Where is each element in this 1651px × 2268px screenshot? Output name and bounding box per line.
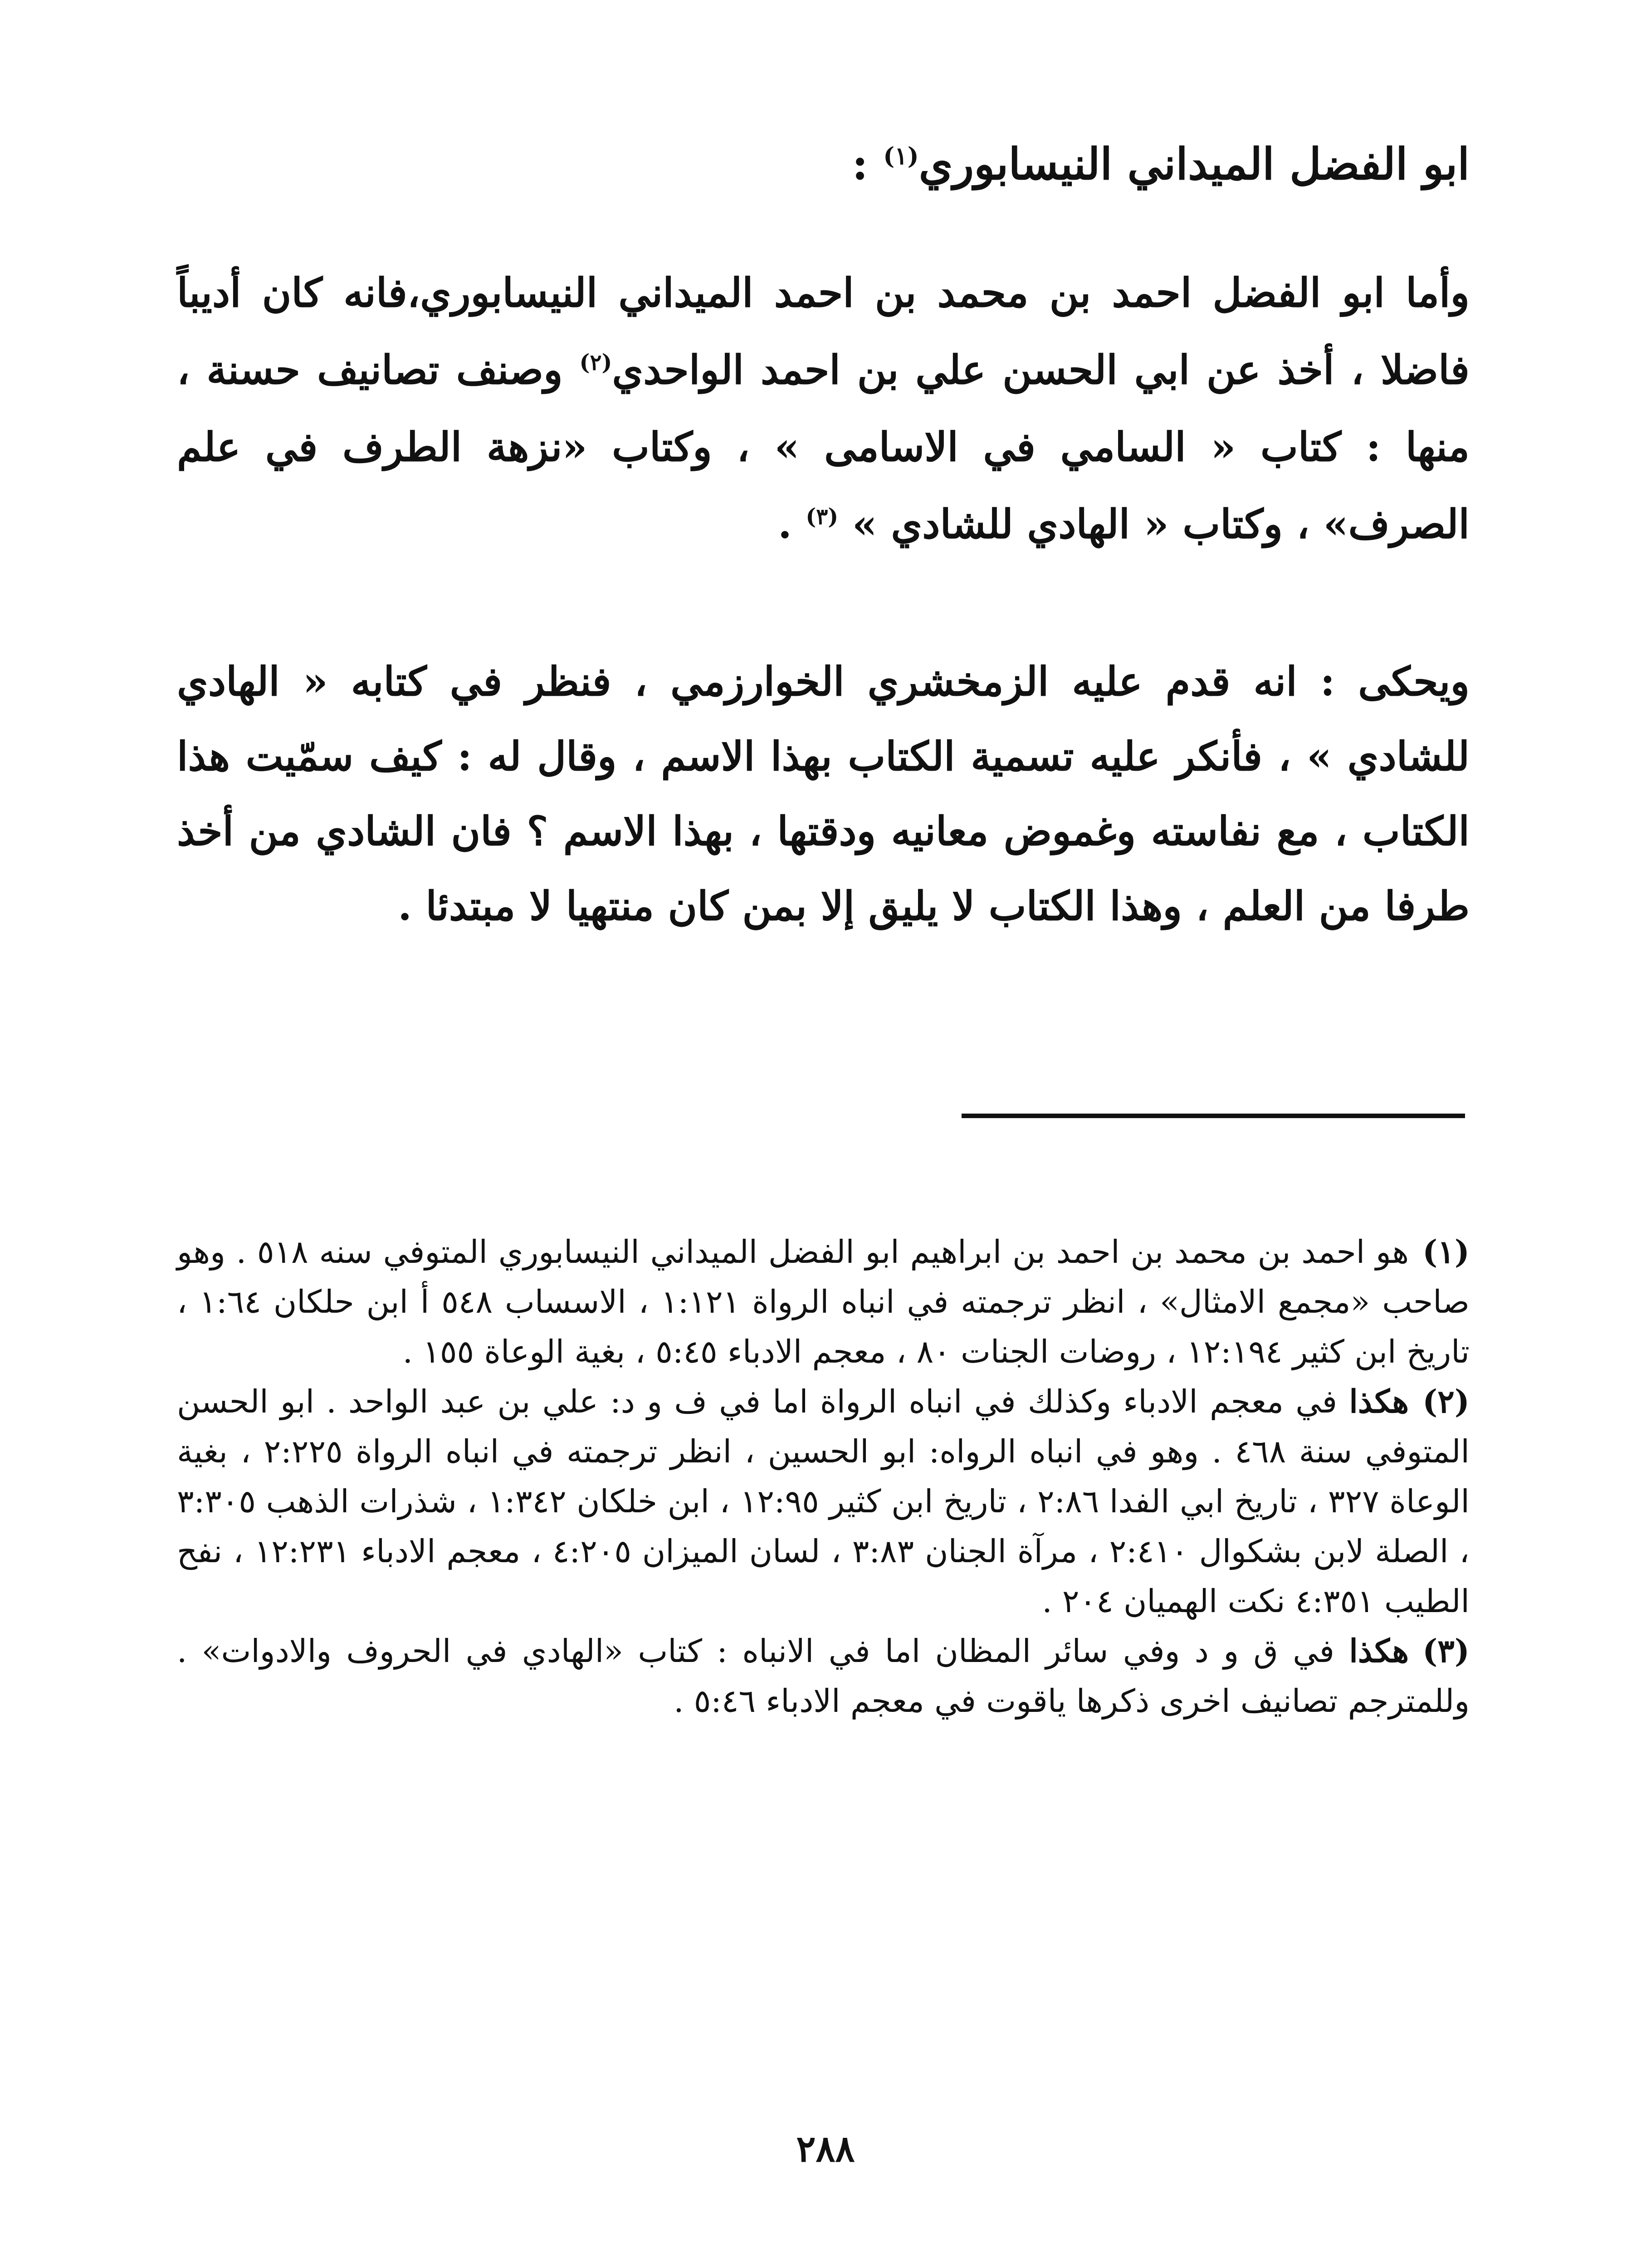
paragraph-1-part-2: وصنف تصانيف حسنة ، منها : كتاب « السامي في الاسامى » ، وكتاب «نزهة الطرف في علم الصرف» ، وكتاب « الهادي للشادي »	[177, 346, 1470, 547]
paragraph-2-text: ويحكى : انه قدم عليه الزمخشري الخوارزمي ، فنظر في كتابه « الهادي للشادي » ، فأنكر عليه تسمية الكتاب بهذا الاسم ، وقال له : كيف سمّيت هذا الكتاب ، مع نفاسته وغموض معانيه ودقتها ، بهذا الاسم ؟ فان الشادي من أخذ طرفا من العلم ، وهذا الكتاب لا يليق إلا بمن كان منتهيا لا مبتدئا .	[177, 658, 1470, 929]
footnote-ref-2: (٢)	[579, 350, 612, 376]
footnote-lead: هكذا	[1349, 1383, 1409, 1420]
footnote-3	[177, 1626, 1470, 1726]
footnotes-section	[177, 1227, 1470, 1726]
footnote-ref-3: (٣)	[806, 504, 839, 530]
footnote-number: (٢)	[1422, 1383, 1470, 1420]
body-paragraph-2	[177, 644, 1470, 943]
footnote-number: (٣)	[1422, 1632, 1470, 1670]
heading-colon: :	[852, 138, 884, 190]
heading-footnote-ref: (١)	[883, 142, 919, 170]
footnote-text: في ق و د وفي سائر المظان اما في الانباه : كتاب «الهادي في الحروف والادوات» . وللمترجم تصانيف اخرى ذكرها ياقوت في معجم الادباء ٥:٤٦ .	[177, 1633, 1470, 1720]
footnote-separator	[962, 1114, 1465, 1118]
footnote-2	[177, 1377, 1470, 1626]
footnote-lead: هكذا	[1349, 1632, 1409, 1670]
paragraph-1-part-3: .	[778, 500, 806, 547]
footnote-1	[177, 1227, 1470, 1377]
footnote-text: هو احمد بن محمد بن احمد بن ابراهيم ابو الفضل الميداني النيسابوري المتوفي سنه ٥١٨ . وهو صاحب «مجمع الامثال» ، انظر ترجمته في انباه الرواة ١:١٢١ ، الاسساب ٥٤٨ أ ابن حلكان ١:٦٤ ، تاريخ ابن كثير ١٢:١٩٤ ، روضات الجنات ٨٠ ، معجم الادباء ٥:٤٥ ، بغية الوعاة ١٥٥ .	[177, 1233, 1470, 1370]
footnote-text: في معجم الادباء وكذلك في انباه الرواة اما في ف و د: علي بن عبد الواحد . ابو الحسن المتوفي سنة ٤٦٨ . وهو في انباه الرواه: ابو الحسين ، انظر ترجمته في انباه الرواة ٢:٢٢٥ ، بغية الوعاة ٣٢٧ ، تاريخ ابي الفدا ٢:٨٦ ، تاريخ ابن كثير ١٢:٩٥ ، ابن خلكان ١:٣٤٢ ، شذرات الذهب ٣:٣٠٥ ، الصلة لابن بشكوال ٢:٤١٠ ، مرآة الجنان ٣:٨٣ ، لسان الميزان ٤:٢٠٥ ، معجم الادباء ١٢:٢٣١ ، نفح الطيب ٤:٣٥١ نكت الهميان ٢٠٤ .	[177, 1383, 1470, 1620]
section-heading	[109, 136, 1470, 193]
page-number: ٢٨٨	[796, 2127, 855, 2170]
paragraph-1-part-1: وأما ابو الفضل احمد بن محمد بن احمد الميداني النيسابوري،فانه كان أديباً فاضلا ، أخذ عن ابي الحسن علي بن احمد الواحدي	[177, 269, 1470, 393]
heading-text: ابو الفضل الميداني النيسابوري	[918, 138, 1470, 190]
footnote-number: (١)	[1422, 1233, 1470, 1271]
body-paragraph-1	[177, 254, 1470, 562]
